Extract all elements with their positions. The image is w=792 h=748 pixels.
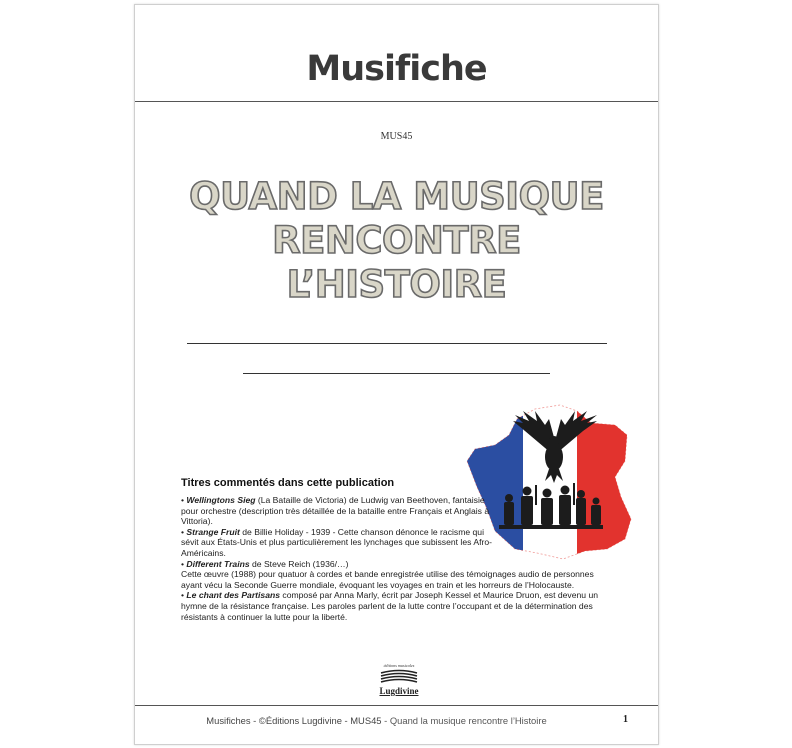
decorative-line-short bbox=[243, 373, 550, 374]
list-item bbox=[181, 527, 501, 559]
item-title: Le chant des Partisans bbox=[186, 590, 281, 601]
document-page bbox=[134, 4, 659, 745]
decorative-line-long bbox=[187, 343, 607, 344]
item-description: Cette œuvre (1988) pour quatuor à cordes et bande enregistrée utilise des témoignages audio de personnes ayant vécu la Seconde Guerre mondiale, évoquant les voyages en train et les horreurs de l’Holocauste. bbox=[181, 569, 594, 590]
brand-title: Musifiche bbox=[306, 49, 487, 89]
item-text: de Steve Reich (1936/…) bbox=[249, 558, 349, 569]
item-text: composé par Anna Marly, écrit par Joseph Kessel et Maurice Druon, est devenu un hymne de la résistance française. Les paroles parlent de la lutte contre l’occupant et de la détermination des résistants à continuer la lutte pour la liberté. bbox=[181, 590, 599, 622]
bullet: • bbox=[181, 526, 185, 537]
logo-small-text: éditions musicales bbox=[383, 663, 415, 668]
bullet: • bbox=[181, 590, 185, 601]
bullet: • bbox=[181, 495, 185, 505]
list-item bbox=[181, 495, 501, 527]
item-title: Different Trains bbox=[186, 558, 250, 569]
list-item bbox=[181, 590, 616, 622]
items-list bbox=[181, 495, 616, 622]
footer-code: MUS45 bbox=[350, 715, 382, 726]
main-title bbox=[135, 175, 658, 307]
list-item bbox=[181, 559, 616, 570]
logo-name: Lugdivine bbox=[379, 686, 419, 696]
item-text: de Billie Holiday - 1939 - Cette chanson dénonce le racisme qui sévit aux États-Unis et plus particulièrement les lynchages que subissent les Afro-Américains. bbox=[181, 526, 492, 558]
title-line-2: RENCONTRE bbox=[272, 219, 521, 262]
footer-title: - Quand la musique rencontre l’Histoire bbox=[381, 715, 547, 726]
footer-text bbox=[135, 715, 618, 726]
bullet: • bbox=[181, 558, 185, 569]
item-title: Strange Fruit bbox=[186, 526, 240, 537]
document-code: MUS45 bbox=[380, 131, 413, 142]
footer-left: Musifiches - ©Éditions Lugdivine - bbox=[206, 715, 351, 726]
section-heading: Titres commentés dans cette publication bbox=[181, 477, 395, 489]
footer-rule bbox=[135, 705, 658, 706]
page-number: 1 bbox=[623, 714, 628, 725]
title-line-1: QUAND LA MUSIQUE bbox=[189, 175, 604, 218]
item-title: Wellingtons Sieg bbox=[186, 495, 256, 505]
item-text: (La Bataille de Victoria) de Ludwig van Beethoven, fantaisie pour orchestre (description très détaillée de la bataille entre Français et Anglais à Vittoria). bbox=[181, 495, 490, 527]
title-line-3: L’HISTOIRE bbox=[286, 263, 507, 306]
header-rule bbox=[135, 101, 658, 102]
